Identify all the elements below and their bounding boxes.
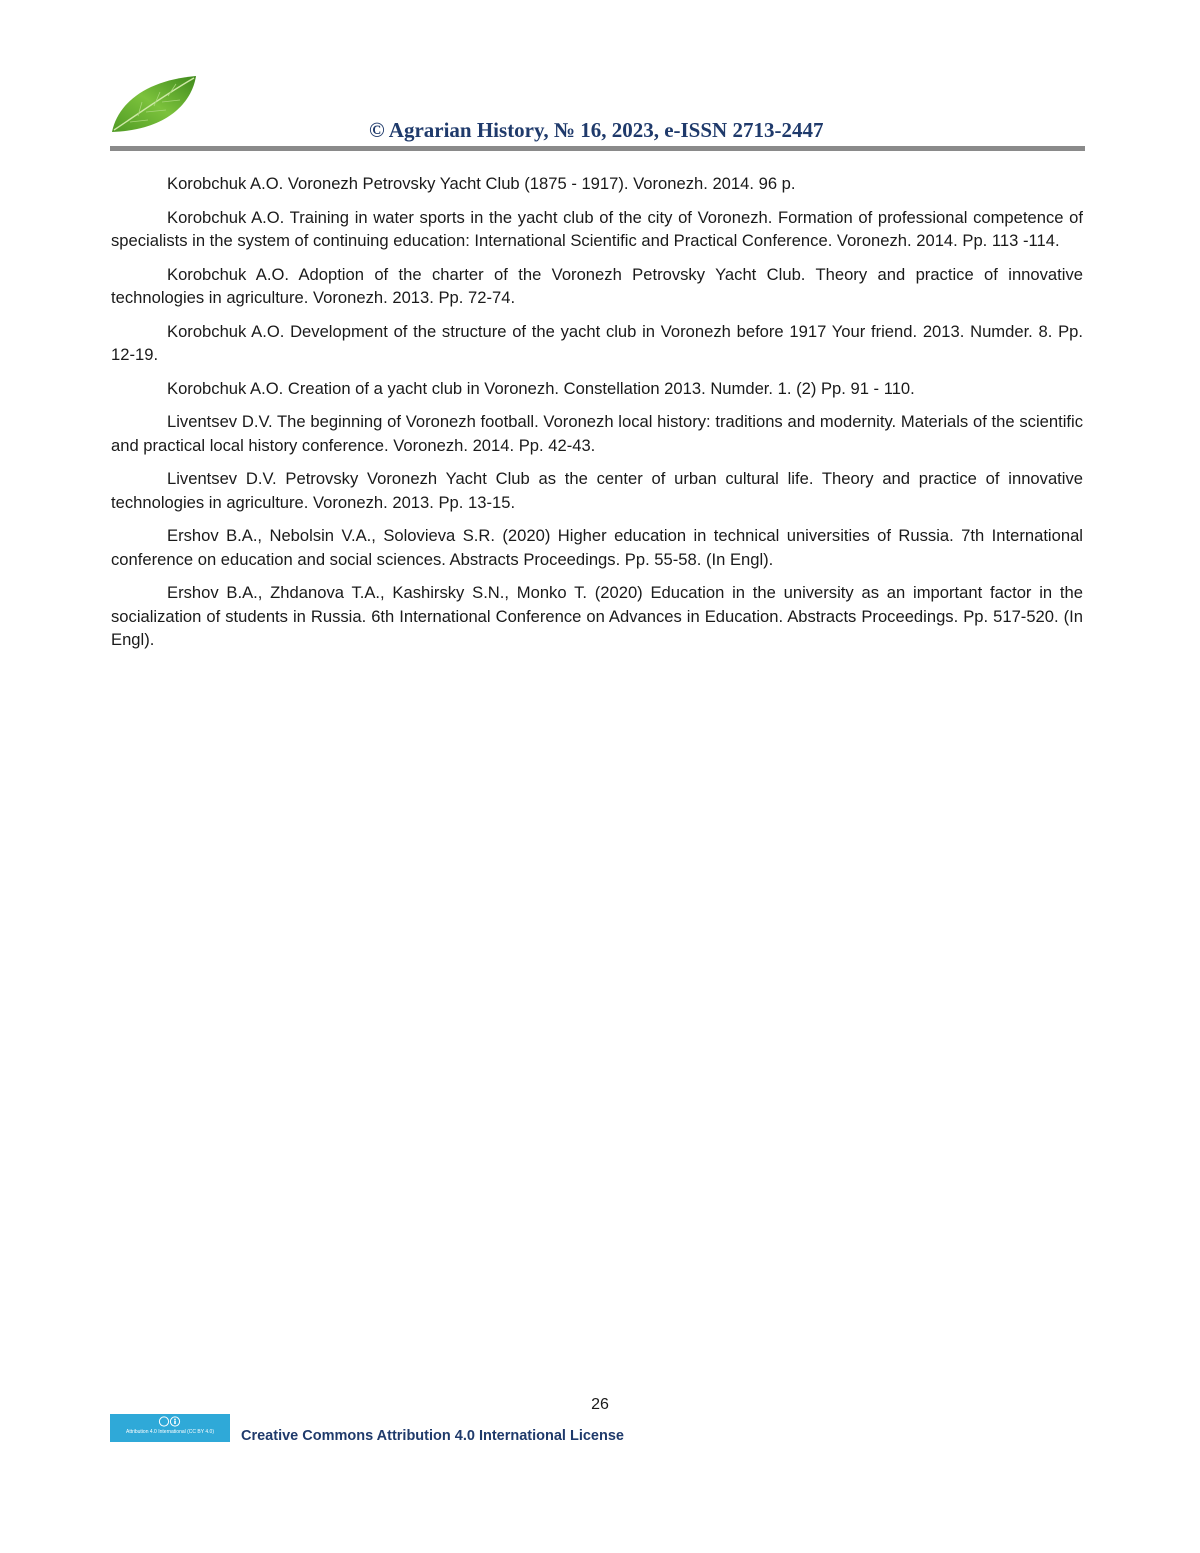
reference-item: Korobchuk A.O. Development of the structure of the yacht club in Voronezh before 1917 Your friend. 2013. Numder. 8. Pp. 12-19.: [111, 321, 1083, 364]
cc-by-icon: [158, 1416, 182, 1427]
journal-title: © Agrarian History, № 16, 2023, e-ISSN 2713-2447: [369, 118, 824, 142]
reference-item: Korobchuk A.O. Creation of a yacht club in Voronezh. Constellation 2013. Numder. 1. (2) Pp. 91 - 110.: [167, 378, 915, 398]
license-link[interactable]: Creative Commons Attribution 4.0 International License: [241, 1428, 624, 1444]
reference-item: Ershov B.A., Zhdanova T.A., Kashirsky S.N., Monko T. (2020) Education in the university as an important factor in the socialization of students in Russia. 6th International Conference on Advances in Education. Abstracts Proceedings. Pp. 517-520. (In Engl).: [111, 583, 1083, 649]
leaf-icon: [108, 72, 200, 136]
reference-item: Korobchuk A.O. Voronezh Petrovsky Yacht Club (1875 - 1917). Voronezh. 2014. 96 p.: [167, 174, 796, 193]
page-number: 26: [591, 1396, 609, 1413]
cc-license-badge[interactable]: [110, 1414, 230, 1442]
header-divider: [110, 146, 1085, 151]
reference-item: Ershov B.A., Nebolsin V.A., Solovieva S.R. (2020) Higher education in technical universities of Russia. 7th International conference on education and social sciences. Abstracts Proceedings. Pp. 55-58. (In Engl).: [111, 526, 1083, 569]
reference-item: Liventsev D.V. The beginning of Voronezh football. Voronezh local history: traditions and modernity. Materials of the scientific and practical local history conference. Voronezh. 2014. Pp. 42-43.: [111, 412, 1083, 455]
reference-list: [111, 172, 1083, 662]
cc-badge-text: Attribution 4.0 International (CC BY 4.0): [125, 1429, 214, 1435]
reference-item: Liventsev D.V. Petrovsky Voronezh Yacht Club as the center of urban cultural life. Theory and practice of innovative technologies in agriculture. Voronezh. 2013. Pp. 13-15.: [111, 469, 1083, 512]
reference-item: Korobchuk A.O. Training in water sports in the yacht club of the city of Voronezh. Formation of professional competence of specialists in the system of continuing education: International Scientific and Practical Conference. Voronezh. 2014. Pp. 113 -114.: [111, 207, 1083, 250]
reference-item: Korobchuk A.O. Adoption of the charter of the Voronezh Petrovsky Yacht Club. Theory and practice of innovative technologies in agriculture. Voronezh. 2013. Pp. 72-74.: [111, 264, 1083, 307]
